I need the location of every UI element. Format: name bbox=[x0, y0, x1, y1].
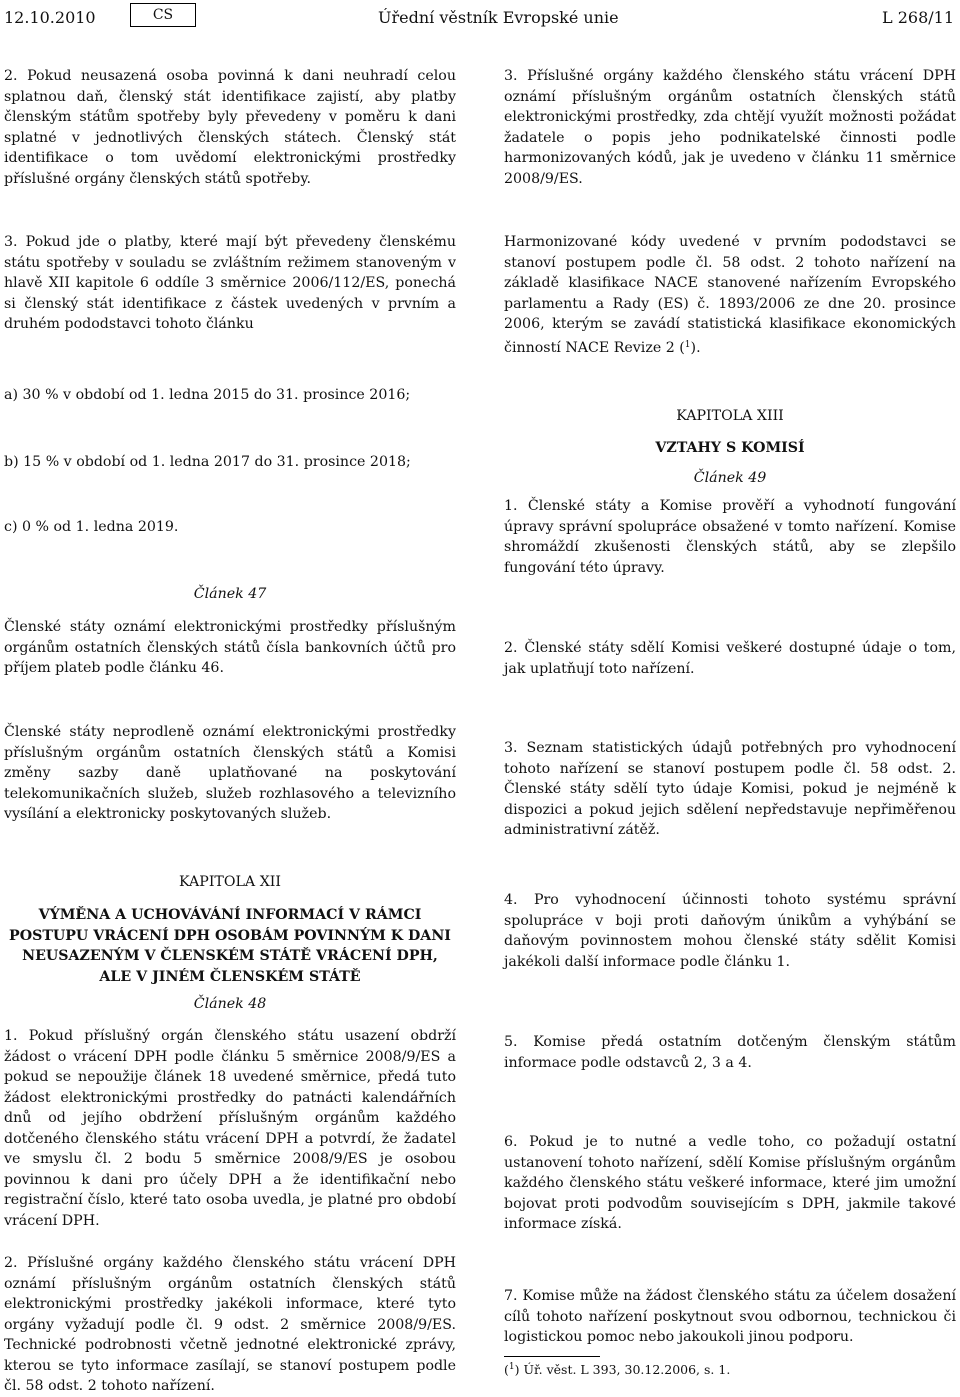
left-paragraph-3: 3. Pokud jde o platby, které mají být převedeny členskému státu spotřeby v souladu se zvláštním režimem stanoveným v hlavě XII kapitole 6 oddíle 3 směrnice 2006/112/ES, ponechá si členský stát identifikace z částek uvedených v prvním a druhém pododstavci tohoto článku bbox=[4, 234, 456, 332]
article-48-paragraph-1: 1. Pokud příslušný orgán členského státu usazení obdrží žádost o vrácení DPH podle článku 5 směrnice 2008/9/ES a pokud se nepoužije článek 18 uvedené směrnice, předá tuto žádost elektronickými prostředky do patnácti kalendářních dnů od jejího obdržení příslušným orgánům každého dotčeného členského státu vrácení DPH a potvrdí, že žadatel ve smyslu čl. 2 bodu 5 směrnice 2008/9/ES je osobou povinnou k dani pro účely DPH a že identifikační nebo registrační číslo, které tato osoba uvedla, je platné pro období vrácení DPH. bbox=[4, 1028, 456, 1229]
journal-title: Úřední věstník Evropské unie bbox=[378, 8, 619, 27]
article-49-paragraph-3: 3. Seznam statistických údajů potřebných pro vyhodnocení tohoto nařízení se stanoví postupem podle čl. 58 odst. 2. Členské státy sdělí tyto údaje Komisi, pokud je nejméně k dispozici a pokud jejich sdělení nepředstavuje nepřiměřenou administrativní zátěž. bbox=[504, 740, 956, 838]
harmonized-codes-end: ). bbox=[690, 339, 701, 356]
footnote-number: 1 bbox=[508, 1362, 515, 1372]
list-item-a: a) 30 % v období od 1. ledna 2015 do 31. prosince 2016; bbox=[4, 387, 411, 403]
article-48-paragraph-2: 2. Příslušné orgány každého členského státu vrácení DPH oznámí příslušným orgánům ostatních členských států elektronickými prostředky jakékoli informace, které tyto orgány vyžadují podle čl. 9 odst. 2 směrnice 2008/9/ES. Technické podrobnosti včetně jednotné elektronické zprávy, kterou se tyto informace zasílají, se stanoví postupem podle čl. 58 odst. 2 tohoto nařízení. bbox=[4, 1255, 456, 1394]
right-paragraph-3: 3. Příslušné orgány každého členského státu vrácení DPH oznámí příslušným orgánům ostatních členských států elektronickými prostředky, zda chtějí využít možnosti požádat žadatele o popis jeho podnikatelské činnosti podle harmonizovaných kódů, jak je uvedeno v článku 11 směrnice 2008/9/ES. bbox=[504, 68, 956, 187]
header-date: 12.10.2010 bbox=[4, 8, 96, 27]
harmonized-codes-text: Harmonizované kódy uvedené v prvním pododstavci se stanoví postupem podle čl. 58 odst. 2 tohoto nařízení na základě klasifikace NACE stanovené nařízením Evropského parlamentu a Rady (ES) č. 1893/2006 ze dne 20. prosince 2006, kterým se zavádí statistická klasifikace ekonomických činností NACE Revize 2 ( bbox=[504, 234, 956, 356]
left-paragraph-2: 2. Pokud neusazená osoba povinná k dani neuhradí celou splatnou daň, členský stát identifikace zajistí, aby platby členským státům spotřeby byly převedeny v poměru k dani splatné v jednotlivých členských státech. Členský stát identifikace o tom uvědomí elektronickými prostředky příslušné orgány členských států spotřeby. bbox=[4, 68, 456, 187]
article-47-heading: Článek 47 bbox=[193, 586, 267, 602]
harmonized-codes-paragraph bbox=[504, 232, 956, 358]
footnote: ($^1$) Úř. věst. L 393, 30.12.2006, s. 1. bbox=[504, 1362, 731, 1377]
article-49-paragraph-4: 4. Pro vyhodnocení účinnosti tohoto systému správní spolupráce v boji proti daňovým únikům a vyhýbání se daňovým povinnostem mohou členské státy sdělit Komisi jakékoli další informace podle článku 1. bbox=[504, 892, 956, 970]
article-48-heading: Článek 48 bbox=[193, 996, 267, 1012]
article-49-paragraph-5: 5. Komise předá ostatním dotčeným členským státům informace podle odstavců 2, 3 a 4. bbox=[504, 1034, 956, 1071]
article-47-paragraph-2: Členské státy neprodleně oznámí elektronickými prostředky příslušným orgánům ostatních členských států a Komisi změny sazby daně uplatňované na poskytování telekomunikačních služeb, služeb rozhlasového a televizního vysílání a elektronicky poskytovaných služeb. bbox=[4, 724, 456, 822]
footnote-divider bbox=[504, 1356, 600, 1357]
footnote-reference: 1 bbox=[684, 339, 691, 350]
article-49-paragraph-1: 1. Členské státy a Komise prověří a vyhodnotí fungování úpravy správní spolupráce obsažené v tomto nařízení. Komise shromáždí zkušenosti členských států, aby se zlepšilo fungování této úpravy. bbox=[504, 498, 956, 576]
list-item-b: b) 15 % v období od 1. ledna 2017 do 31. prosince 2018; bbox=[4, 454, 411, 470]
article-47-paragraph-1: Členské státy oznámí elektronickými prostředky příslušným orgánům ostatních členských států čísla bankovních účtů pro příjem plateb podle článku 46. bbox=[4, 619, 456, 676]
chapter-13-title: VZTAHY S KOMISÍ bbox=[655, 440, 805, 456]
chapter-12-heading: KAPITOLA XII bbox=[179, 874, 281, 890]
list-item-c: c) 0 % od 1. ledna 2019. bbox=[4, 519, 179, 535]
footnote-text: Úř. věst. L 393, 30.12.2006, s. 1. bbox=[523, 1362, 731, 1377]
language-badge: CS bbox=[130, 3, 196, 27]
chapter-12-title: VÝMĚNA A UCHOVÁVÁNÍ INFORMACÍ V RÁMCI POSTUPU VRÁCENÍ DPH OSOBÁM POVINNÝM K DANI NEUSAZENÝM V ČLENSKÉM STÁTĚ VRÁCENÍ DPH, ALE V JINÉM ČLENSKÉM STÁTĚ bbox=[9, 907, 451, 985]
article-49-paragraph-7: 7. Komise může na žádost členského státu za účelem dosažení cílů tohoto nařízení poskytnout svou odbornou, technickou či logistickou pomoc nebo jakoukoli jinou podporu. bbox=[504, 1288, 956, 1345]
chapter-13-heading: KAPITOLA XIII bbox=[676, 408, 784, 424]
article-49-heading: Článek 49 bbox=[693, 470, 767, 486]
article-49-paragraph-6: 6. Pokud je to nutné a vedle toho, co požadují ostatní ustanovení tohoto nařízení, sdělí Komise příslušným orgánům každého členského státu veškeré informace, které jim umožní bojovat proti podvodům souvisejícím s DPH, jakmile takové informace získá. bbox=[504, 1134, 956, 1232]
page-reference: L 268/11 bbox=[882, 8, 954, 27]
article-49-paragraph-2: 2. Členské státy sdělí Komisi veškeré dostupné údaje o tom, jak uplatňují toto nařízení. bbox=[504, 640, 956, 677]
